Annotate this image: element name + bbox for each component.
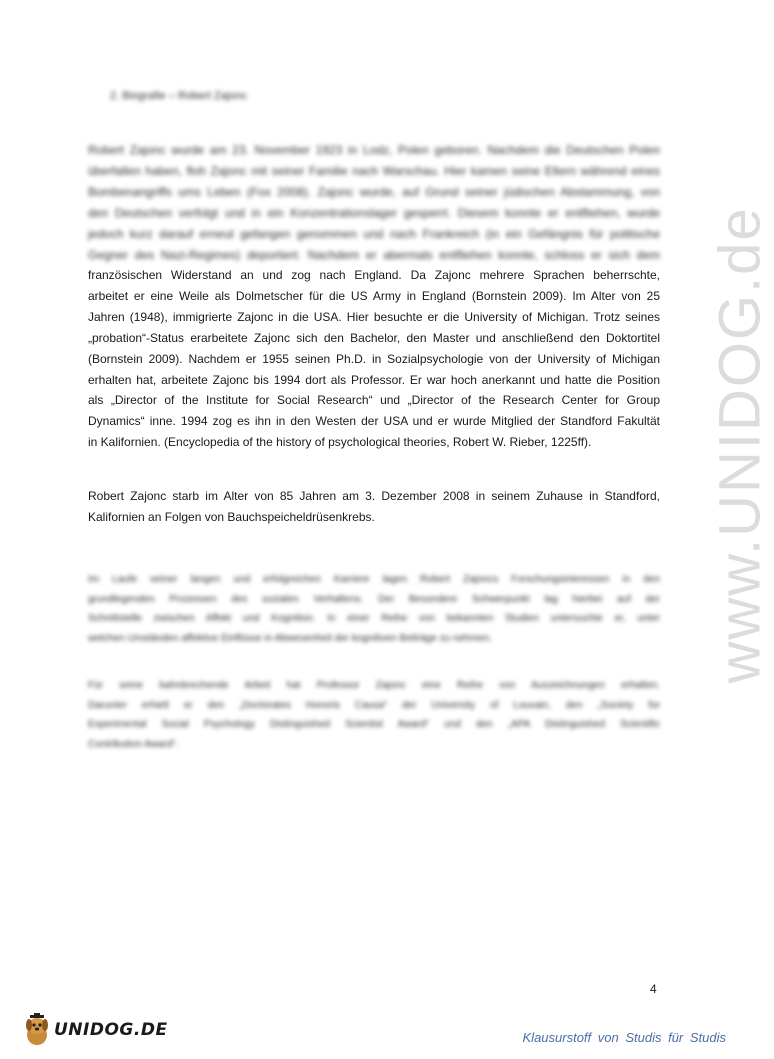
blurred-paragraph-1: [88, 140, 660, 265]
text-line: erhalten hat, arbeitete Zajonc bis 1994 dort als Professor. Er war hoch anerkannt und hatte die Position: [88, 372, 660, 387]
text-line: den Deutschen verfolgt und in ein Konzentrationslager gesperrt. Diesem konnte er entfliehen, wurde: [88, 205, 660, 220]
text-line: arbeitet er eine Weile als Dolmetscher für die US Army in England (Bornstein 2009). Im Alter von 25: [88, 288, 660, 303]
text-line: grundlegenden Prozessen des sozialen Verhaltens. Der Besondere Schwerpunkt lag hierbei auf der: [88, 593, 660, 605]
text-line: als „Director of the Institute for Social Research“ und „Director of the Research Center for Group: [88, 393, 660, 408]
text-line: Robert Zajonc starb im Alter von 85 Jahren am 3. Dezember 2008 in seinem Zuhause in Standford,: [88, 489, 660, 503]
text-line: Contribution Award“.: [88, 738, 179, 750]
text-line: Darunter erhielt er den „Doctorates Honoris Causa“ der University of Louvain, den „Society for: [88, 699, 660, 711]
text-line: Robert Zajonc wurde am 23. November 1923 in Lodz, Polen geboren. Nachdem die Deutschen Polen: [88, 143, 660, 157]
text-line: Schnittstelle zwischen Affekt und Kognition. In einer Reihe von bekannten Studien untersuchte er, unter: [88, 613, 660, 624]
text-line: „probation“-Status erarbeitete Zajonc sich den Bachelor, den Master und anschließend den Doktortitel: [88, 330, 660, 345]
blurred-paragraph-4: [88, 676, 660, 754]
dog-mascot-icon: [22, 1013, 52, 1047]
text-line: Kalifornien an Folgen von Bauchspeicheldrüsenkrebs.: [88, 509, 375, 524]
unidog-logo[interactable]: [22, 1013, 168, 1047]
text-line: Bombenangriffs ums Leben (Fox 2008). Zajonc wurde, auf Grund seiner jüdischen Abstammung, von: [88, 184, 660, 199]
text-line: in Kalifornien. (Encyclopedia of the history of psychological theories, Robert W. Rieber, 1225ff).: [88, 435, 592, 450]
section-heading: 2. Biografie – Robert Zajonc: [110, 90, 247, 102]
text-line: Im Laufe seiner langen und erfolgreichen Karriere lagen Robert Zajoncs Forschungsinteressen in den: [88, 574, 660, 585]
text-line: jedoch kurz darauf erneut gefangen genommen und nach Frankreich (in ein Gefängnis für politische: [88, 226, 660, 241]
text-line: Dynamics“ inne. 1994 zog es ihn in den Westen der USA und er wurde Mitglied der Standford Fakultät: [88, 414, 660, 429]
text-line: welchen Umständen affektive Einflüsse in Abwesenheit der kognitiven Beiträge zu nehmen.: [88, 632, 492, 644]
text-line: französischen Widerstand an und zog nach England. Da Zajonc mehrere Sprachen beherrschte,: [88, 268, 660, 282]
death-paragraph: [88, 486, 660, 528]
page-number: 4: [650, 982, 657, 996]
blurred-paragraph-3: [88, 570, 660, 648]
text-line: Gegner des Nazi-Regimes) deportiert. Nachdem er abermals entfliehen konnte, schloss er sich dem: [88, 247, 660, 262]
text-line: überfallen haben, floh Zajonc mit seiner Familie nach Warschau. Hier kamen seine Eltern während eines: [88, 163, 660, 178]
biography-paragraph: [88, 265, 660, 453]
text-line: Für seine bahnbrechende Arbeit hat Professor Zajonc eine Reihe von Auszeichnungen erhalten.: [88, 680, 660, 691]
text-line: Jahren (1948), immigrierte Zajonc in die USA. Hier besuchte er die University of Michigan. Trotz seines: [88, 309, 660, 324]
logo-text: UNIDOG.DE: [54, 1020, 168, 1040]
footer-tagline: Klausurstoff von Studis für Studis: [522, 1030, 726, 1045]
text-line: Experimental Social Psychology Distinguished Scientist Award“ und den „APA Distinguished Scientific: [88, 719, 660, 730]
text-line: (Bornstein 2009). Nachdem er 1955 seinen Ph.D. in Sozialpsychologie von der University of Michigan: [88, 351, 660, 366]
watermark: www.UNIDOG.de: [707, 206, 773, 684]
